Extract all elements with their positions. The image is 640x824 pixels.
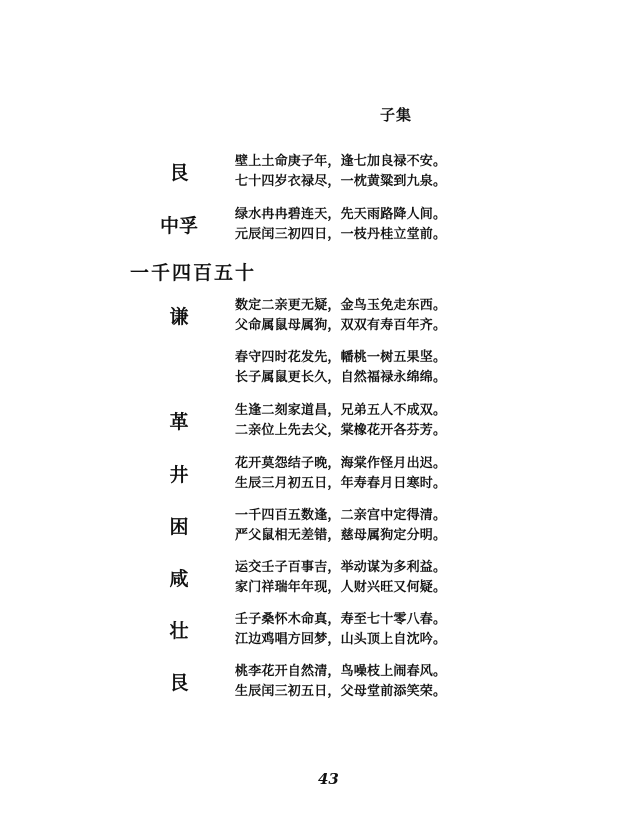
verse-line: 生逢二刻家道昌，兄弟五人不成双。 [235,403,447,418]
verse-entry [0,662,640,702]
verse-line: 生辰三月初五日，年寿春月日寒时。 [235,476,447,491]
verse-line: 严父鼠相无差错，慈母属狗定分明。 [235,528,447,543]
verse-lines [235,205,446,245]
verse-line: 元辰闰三初四日，一枝丹桂立堂前。 [235,227,447,242]
hexagram-label: 谦 [169,306,189,328]
verse-line: 七十四岁衣禄尽，一枕黄粱到九泉。 [235,174,447,189]
verse-lines [235,296,446,336]
hexagram-label: 困 [169,516,189,538]
hexagram-label: 井 [169,464,189,486]
verse-line: 壬子桑怀木命真，寿至七十零八春。 [235,612,447,627]
verse-line: 数定二亲更无疑，金鸟玉免走东西。 [235,298,447,313]
verse-entry [0,401,640,441]
verse-line: 二亲位上先去父，棠橡花开各芬芳。 [235,423,447,438]
verse-lines [235,454,446,494]
verse-entry [0,205,640,245]
verse-lines [235,506,446,546]
verse-entry [0,348,640,388]
verse-entry [0,296,640,336]
verse-line: 花开莫怨结子晚，海棠作怪月出迟。 [235,456,447,471]
verse-lines [235,401,446,441]
page-number: 43 [318,770,339,788]
verse-lines [235,610,446,650]
verse-entry [0,152,640,192]
verse-entry [0,558,640,598]
hexagram-label: 咸 [169,568,189,590]
verse-line: 绿水冉冉碧连天，先天雨路降人间。 [235,207,447,222]
verse-line: 生辰闰三初五日，父母堂前添笑荣。 [235,684,447,699]
verse-line: 壁上土命庚子年，逢七加良禄不安。 [235,154,447,169]
verse-line: 父命属鼠母属狗，双双有寿百年齐。 [235,318,447,333]
section-title: 一千四百五十 [130,262,257,284]
hexagram-label: 中孚 [159,215,198,237]
hexagram-label: 艮 [169,672,189,694]
hexagram-label: 艮 [169,162,189,184]
verse-entry [0,506,640,546]
hexagram-label: 壮 [169,620,189,642]
verse-line: 江边鸡唱方回梦，山头顶上自沈吟。 [235,632,447,647]
verse-lines [235,558,446,598]
verse-lines [235,348,446,388]
hexagram-label: 革 [169,411,189,433]
verse-line: 春守四时花发先，幡桃一树五果坚。 [235,350,447,365]
verse-line: 一千四百五数逢，二亲宫中定得清。 [235,508,447,523]
verse-line: 家门祥瑞年年现，人财兴旺又何疑。 [235,580,447,595]
verse-entry [0,610,640,650]
verse-line: 长子属鼠更长久，自然福禄永绵绵。 [235,370,447,385]
verse-line: 桃李花开自然清，鸟噪枝上闹春风。 [235,664,447,679]
verse-lines [235,152,446,192]
page-header: 子集 [380,106,413,124]
verse-entry [0,454,640,494]
verse-line: 运交壬子百事吉，举动谋为多利益。 [235,560,447,575]
verse-lines [235,662,446,702]
